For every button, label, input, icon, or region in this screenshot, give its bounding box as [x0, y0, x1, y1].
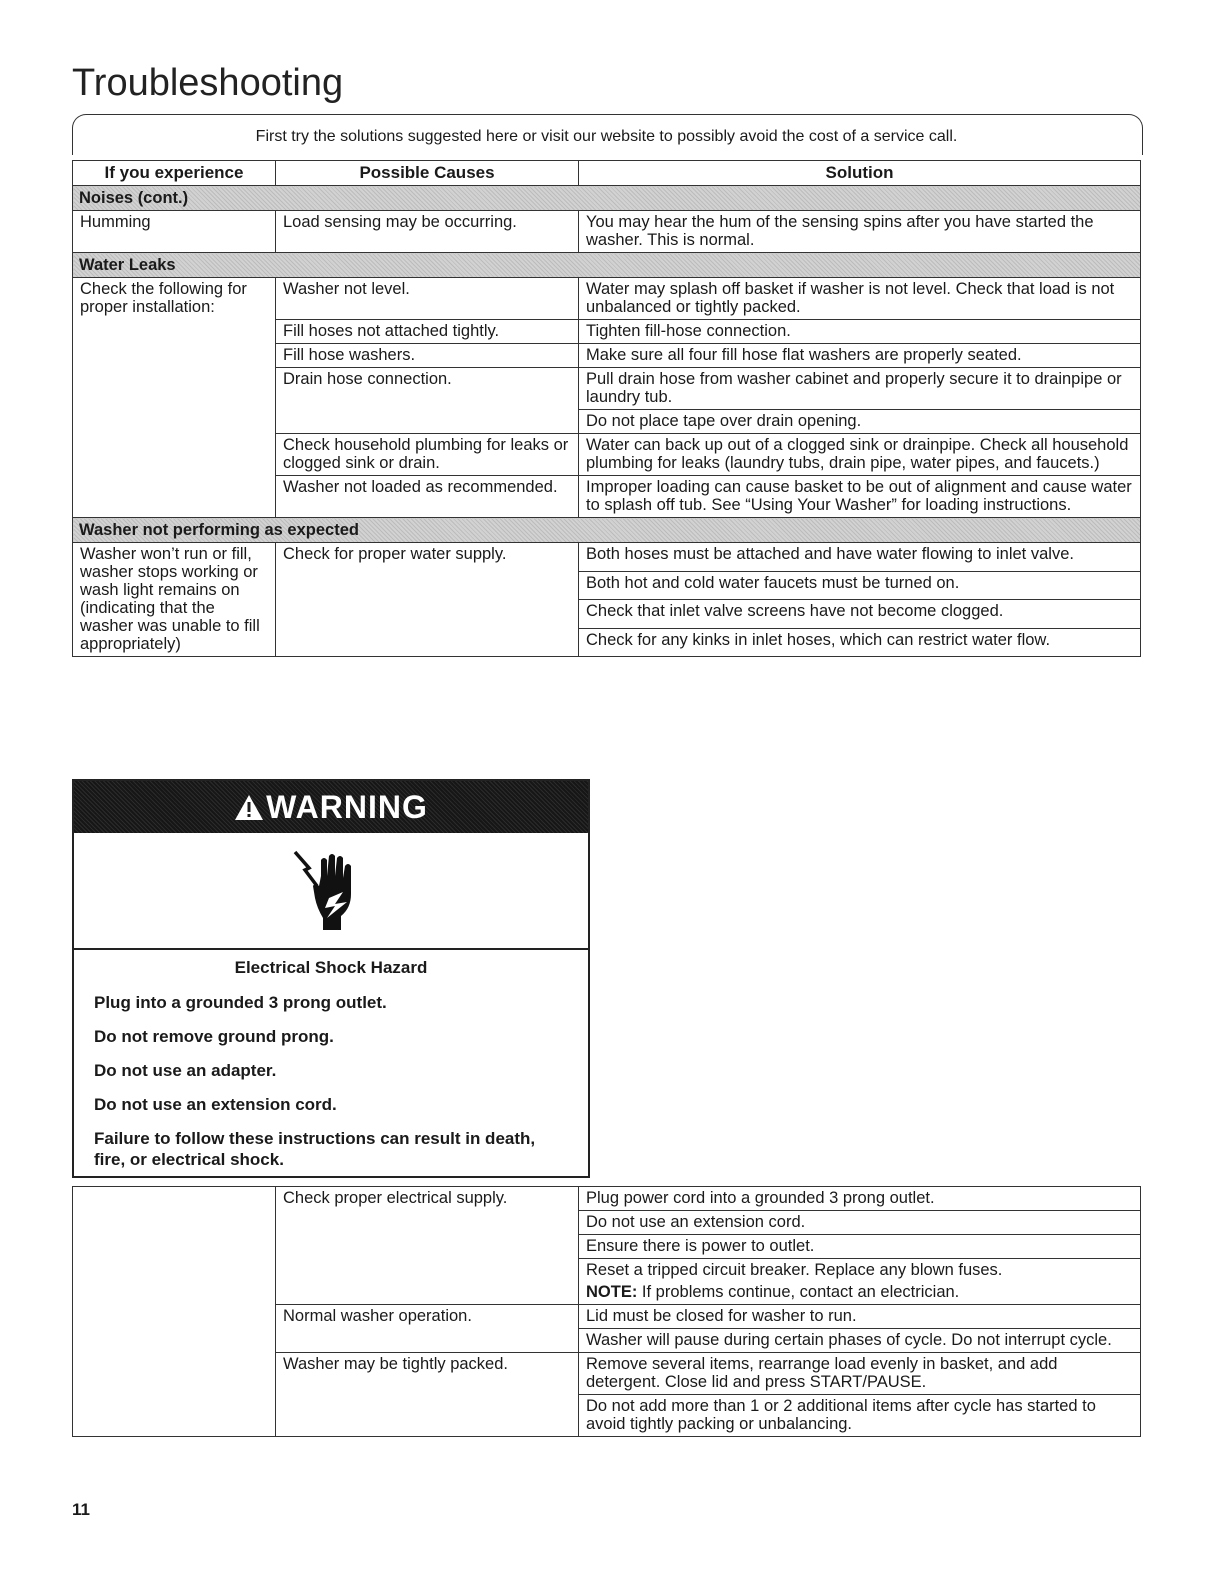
cause-cell: Normal washer operation. [276, 1305, 579, 1353]
section-title: Washer not performing as expected [73, 518, 1141, 543]
cause-cell: Fill hoses not attached tightly. [276, 320, 579, 344]
solution-cell: Both hot and cold water faucets must be turned on. [579, 571, 1141, 600]
symptom-cell [73, 1187, 276, 1437]
cause-cell: Load sensing may be occurring. [276, 211, 579, 253]
warning-title [234, 789, 428, 826]
troubleshooting-table-continued [72, 1186, 1141, 1437]
solution-cell: Lid must be closed for washer to run. [579, 1305, 1141, 1329]
solution-cell: Plug power cord into a grounded 3 prong outlet. [579, 1187, 1141, 1211]
warning-line: Do not remove ground prong. [94, 1027, 334, 1046]
cause-cell: Drain hose connection. [276, 368, 579, 434]
hazard-title: Electrical Shock Hazard [234, 958, 428, 977]
warning-line: Plug into a grounded 3 prong outlet. [94, 993, 387, 1012]
header-experience: If you experience [73, 161, 276, 186]
cause-cell: Washer not loaded as recommended. [276, 476, 579, 518]
header-solution: Solution [579, 161, 1141, 186]
cause-cell: Washer not level. [276, 278, 579, 320]
warning-line: Do not use an extension cord. [94, 1095, 337, 1114]
warning-header [74, 781, 588, 833]
intro-text: First try the solutions suggested here or visit our website to possibly avoid the cost of a service call. [255, 128, 958, 145]
table-header-row [73, 161, 1141, 186]
note-text: If problems continue, contact an electrician. [637, 1283, 960, 1301]
table-row [73, 543, 1141, 572]
solution-cell: Do not place tape over drain opening. [579, 410, 1141, 434]
cause-cell: Washer may be tightly packed. [276, 1353, 579, 1437]
cause-cell: Fill hose washers. [276, 344, 579, 368]
cause-cell: Check for proper water supply. [276, 543, 579, 657]
symptom-cell: Humming [73, 211, 276, 253]
section-row-noises [73, 186, 1141, 211]
solution-cell: Tighten fill-hose connection. [579, 320, 1141, 344]
solution-cell: Water may splash off basket if washer is not level. Check that load is not unbalanced or tightly packed. [579, 278, 1141, 320]
header-causes: Possible Causes [276, 161, 579, 186]
warning-triangle-icon [234, 794, 264, 821]
table-row [73, 211, 1141, 253]
cause-cell: Check proper electrical supply. [276, 1187, 579, 1305]
section-row-performing [73, 518, 1141, 543]
note-label: NOTE: [586, 1283, 638, 1301]
solution-cell: Washer will pause during certain phases of cycle. Do not interrupt cycle. [579, 1329, 1141, 1353]
section-title: Water Leaks [73, 253, 1141, 278]
symptom-cell: Washer won’t run or fill, washer stops working or wash light remains on (indicating that the washer was unable to fill appropriately) [73, 543, 276, 657]
warning-text [74, 950, 588, 1191]
troubleshooting-table [72, 160, 1141, 657]
solution-cell: Both hoses must be attached and have water flowing to inlet valve. [579, 543, 1141, 572]
solution-cell: Ensure there is power to outlet. [579, 1235, 1141, 1259]
solution-cell: Check for any kinks in inlet hoses, which can restrict water flow. [579, 628, 1141, 657]
page-title: Troubleshooting [72, 62, 344, 104]
warning-line: Failure to follow these instructions can result in death, fire, or electrical shock. [94, 1129, 536, 1169]
warning-box [72, 779, 590, 1178]
page-number: 11 [72, 1500, 90, 1519]
cause-cell: Check household plumbing for leaks or clogged sink or drain. [276, 434, 579, 476]
solution-cell: Pull drain hose from washer cabinet and properly secure it to drainpipe or laundry tub. [579, 368, 1141, 410]
section-title: Noises (cont.) [73, 186, 1141, 211]
solution-text: Reset a tripped circuit breaker. Replace any blown fuses. [586, 1261, 1003, 1279]
shock-icon-area [74, 833, 588, 950]
symptom-cell: Check the following for proper installation: [73, 278, 276, 518]
solution-cell: Remove several items, rearrange load evenly in basket, and add detergent. Close lid and press START/PAUSE. [579, 1353, 1141, 1395]
warning-line: Do not use an adapter. [94, 1061, 277, 1080]
table-row [73, 1187, 1141, 1211]
solution-cell: Do not add more than 1 or 2 additional items after cycle has started to avoid tightly packing or unbalancing. [579, 1395, 1141, 1437]
solution-cell: Check that inlet valve screens have not become clogged. [579, 600, 1141, 629]
solution-cell: Make sure all four fill hose flat washers are properly seated. [579, 344, 1141, 368]
warning-word: WARNING [266, 788, 428, 825]
section-row-leaks [73, 253, 1141, 278]
solution-cell [579, 1259, 1141, 1305]
electric-shock-hand-icon [291, 846, 371, 936]
solution-cell: Water can back up out of a clogged sink or drainpipe. Check all household plumbing for leaks (laundry tubs, drain pipe, water pipes, and faucets.) [579, 434, 1141, 476]
table-row [73, 278, 1141, 320]
solution-cell: Improper loading can cause basket to be out of alignment and cause water to splash off tub. See “Using Your Washer” for loading instructions. [579, 476, 1141, 518]
solution-cell: Do not use an extension cord. [579, 1211, 1141, 1235]
solution-cell: You may hear the hum of the sensing spins after you have started the washer. This is normal. [579, 211, 1141, 253]
